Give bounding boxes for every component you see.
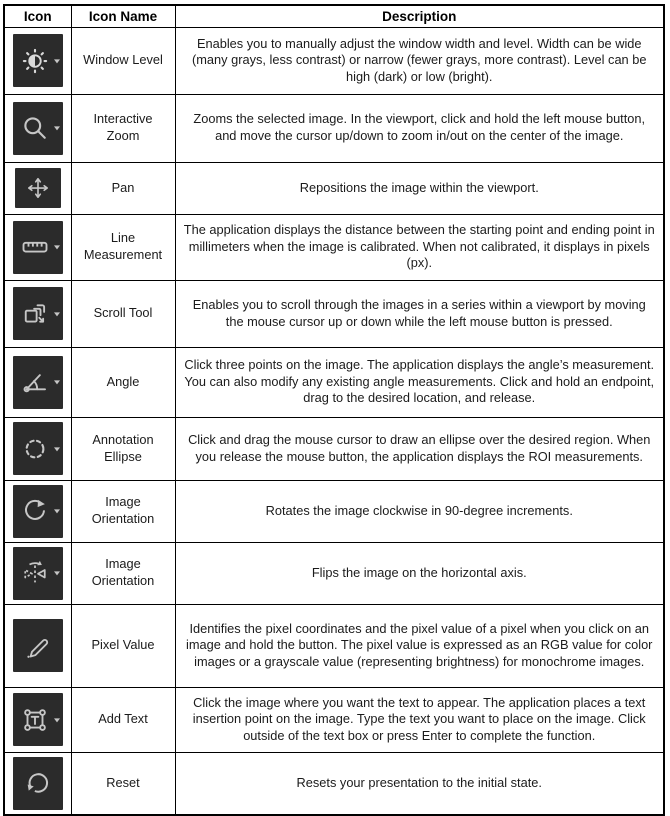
line-measurement-icon [13,221,63,274]
table-row [4,480,664,542]
table-row [4,687,664,752]
icon-cell [4,687,71,752]
tool-description: Click and drag the mouse cursor to draw an ellipse over the desired region. When you release the mouse button, the application displays the ROI measurements. [188,431,651,464]
description-cell [175,94,664,162]
tool-name: Pixel Value [91,637,155,653]
description-cell [175,347,664,417]
dropdown-caret-icon [54,718,60,722]
icon-name-cell [71,687,175,752]
description-cell [175,687,664,752]
description-cell [175,280,664,347]
tool-description: Flips the image on the horizontal axis. [311,564,527,580]
tool-name: Annotation Ellipse [92,431,154,464]
tool-description: Click three points on the image. The application displays the angle’s measurement. You can also modify any existing angle measurements. Click and hold an endpoint, drag to the desired location, and release. [184,357,655,406]
icon-cell [4,214,71,280]
icon-cell [4,604,71,687]
icon-cell [4,94,71,162]
table-row [4,94,664,162]
tool-description: Zooms the selected image. In the viewport, click and hold the left mouse button, and move the cursor up/down to zoom in/out on the center of the image. [193,111,646,143]
dropdown-caret-icon [54,509,60,513]
table-row [4,752,664,815]
icon-name-cell [71,162,175,214]
icon-name-cell [71,27,175,94]
table-row [4,280,664,347]
table-row [4,417,664,480]
icon-name-cell [71,480,175,542]
icon-name-cell [71,94,175,162]
icon-name-cell [71,214,175,280]
description-cell [175,480,664,542]
tool-name: Line Measurement [83,230,163,262]
table-row [4,162,664,214]
table-row [4,347,664,417]
dropdown-caret-icon [54,571,60,575]
tool-description: Enables you to scroll through the images in a series within a viewport by moving the mouse cursor up or down while the left mouse button is pressed. [192,296,646,329]
dropdown-caret-icon [54,380,60,384]
add-text-icon [13,693,63,746]
description-cell [175,162,664,214]
icon-name-cell [71,752,175,815]
scroll-tool-icon [13,287,63,340]
icon-cell [4,347,71,417]
icon-cell [4,752,71,815]
icon-cell [4,417,71,480]
tool-description: Click the image where you want the text to appear. The application places a text insertion point on the image. Type the text you want to place on the image. Click outside of the text box or press Enter to complete the function. [192,694,646,743]
angle-icon [13,356,63,409]
description-cell [175,27,664,94]
annotation-ellipse-icon [13,422,63,475]
tool-description: Identifies the pixel coordinates and the pixel value of a pixel when you click on an image and hold the button. The pixel value is expressed as an RGB value for color images or a grayscale value (representing brightness) for monochrome images. [186,620,653,669]
dropdown-caret-icon [54,312,60,316]
icon-cell [4,542,71,604]
dropdown-caret-icon [54,245,60,249]
pixel-value-icon [13,619,63,672]
header-icon-name: Icon Name [71,5,175,27]
tool-name: Angle [106,373,140,389]
reset-icon [13,757,63,810]
table-row [4,604,664,687]
icon-name-cell [71,347,175,417]
header-description: Description [175,5,664,27]
description-cell [175,542,664,604]
tool-name: Add Text [98,711,148,727]
icon-cell [4,27,71,94]
icon-cell [4,480,71,542]
dropdown-caret-icon [54,126,60,130]
table-row [4,27,664,94]
header-row [4,5,664,27]
table-row [4,214,664,280]
description-cell [175,752,664,815]
description-cell [175,214,664,280]
table-row [4,542,664,604]
icon-cell [4,162,71,214]
flip-horizontal-icon [13,547,63,600]
icon-name-cell [71,604,175,687]
dropdown-caret-icon [54,59,60,63]
header-icon: Icon [4,5,71,27]
tool-name: Pan [111,179,135,195]
tool-name: Window Level [83,52,163,68]
icon-name-cell [71,542,175,604]
tool-name: Image Orientation [91,556,155,588]
tools-reference-table [3,4,665,816]
tool-name: Image Orientation [91,494,155,526]
tool-description: Resets your presentation to the initial state. [296,774,542,790]
tool-description: Rotates the image clockwise in 90-degree increments. [265,502,573,518]
icon-name-cell [71,417,175,480]
icon-cell [4,280,71,347]
tool-description: Repositions the image within the viewport. [299,179,539,195]
window-level-icon [13,34,63,87]
dropdown-caret-icon [54,447,60,451]
rotate-clockwise-icon [13,485,63,538]
tool-name: Scroll Tool [93,305,153,321]
tool-description: Enables you to manually adjust the window width and level. Width can be wide (many grays, less contrast) or narrow (fewer grays, more contrast). Level can be high (dark) or low (bright). [192,35,647,84]
pan-icon [15,168,61,208]
description-cell [175,604,664,687]
interactive-zoom-icon [13,102,63,155]
description-cell [175,417,664,480]
tool-description: The application displays the distance between the starting point and ending point in millimeters when the image is calibrated. When not calibrated, it displays in pixels (px). [183,222,655,271]
icon-name-cell [71,280,175,347]
tool-name: Reset [106,774,140,790]
tool-name: Interactive Zoom [93,111,153,143]
